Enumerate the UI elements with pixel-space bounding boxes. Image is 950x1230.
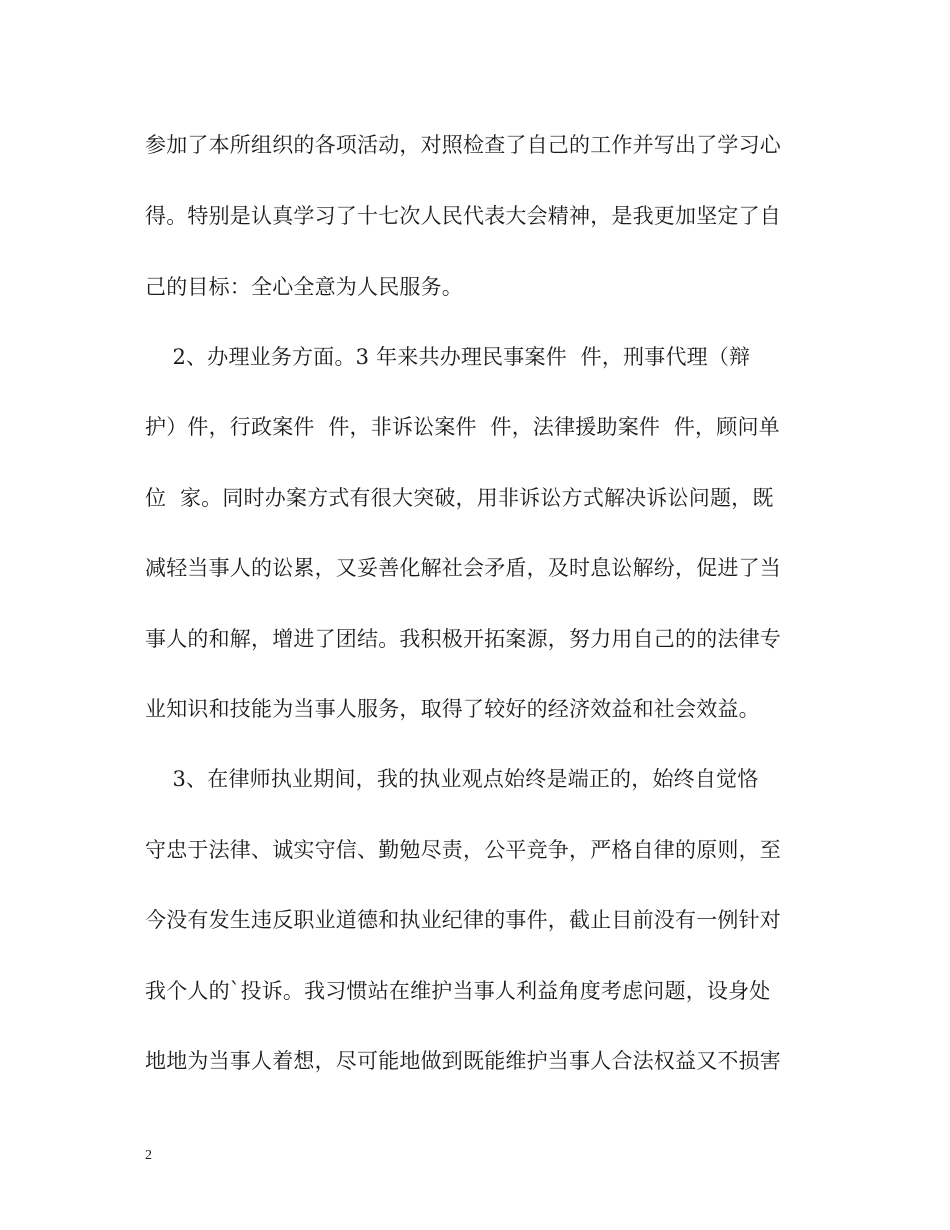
text-line-9: 业知识和技能为当事人服务，取得了较好的经济效益和社会效益。: [145, 697, 760, 721]
page-number: 2: [145, 1148, 152, 1163]
text-line-3: 己的目标：全心全意为人民服务。: [145, 275, 463, 299]
text-line-1: 参加了本所组织的各项活动，对照检查了自己的工作并写出了学习心: [145, 133, 781, 157]
text-line-12: 今没有发生违反职业道德和执业纪律的事件，截止目前没有一例针对: [145, 908, 781, 932]
text-line-4: 2、办理业务方面。3 年来共办理民事案件 件，刑事代理（辩: [145, 345, 751, 369]
text-line-14: 地地为当事人着想，尽可能地做到既能维护当事人合法权益又不损害: [145, 1049, 781, 1073]
text-line-2: 得。特别是认真学习了十七次人民代表大会精神，是我更加坚定了自: [145, 204, 781, 228]
text-line-7: 减轻当事人的讼累，又妥善化解社会矛盾，及时息讼解纷，促进了当: [145, 556, 781, 580]
text-line-10: 3、在律师执业期间，我的执业观点始终是端正的，始终自觉恪: [145, 767, 759, 791]
text-line-11: 守忠于法律、诚实守信、勤勉尽责，公平竞争，严格自律的原则，至: [145, 838, 781, 862]
text-line-6: 位 家。同时办案方式有很大突破，用非诉讼方式解决诉讼问题，既: [145, 486, 774, 510]
text-line-5: 护）件，行政案件 件，非诉讼案件 件，法律援助案件 件，顾问单: [145, 415, 780, 439]
text-line-8: 事人的和解，增进了团结。我积极开拓案源，努力用自己的的法律专: [145, 627, 781, 651]
text-line-13: 我个人的`投诉。我习惯站在维护当事人利益角度考虑问题，设身处: [145, 979, 771, 1003]
